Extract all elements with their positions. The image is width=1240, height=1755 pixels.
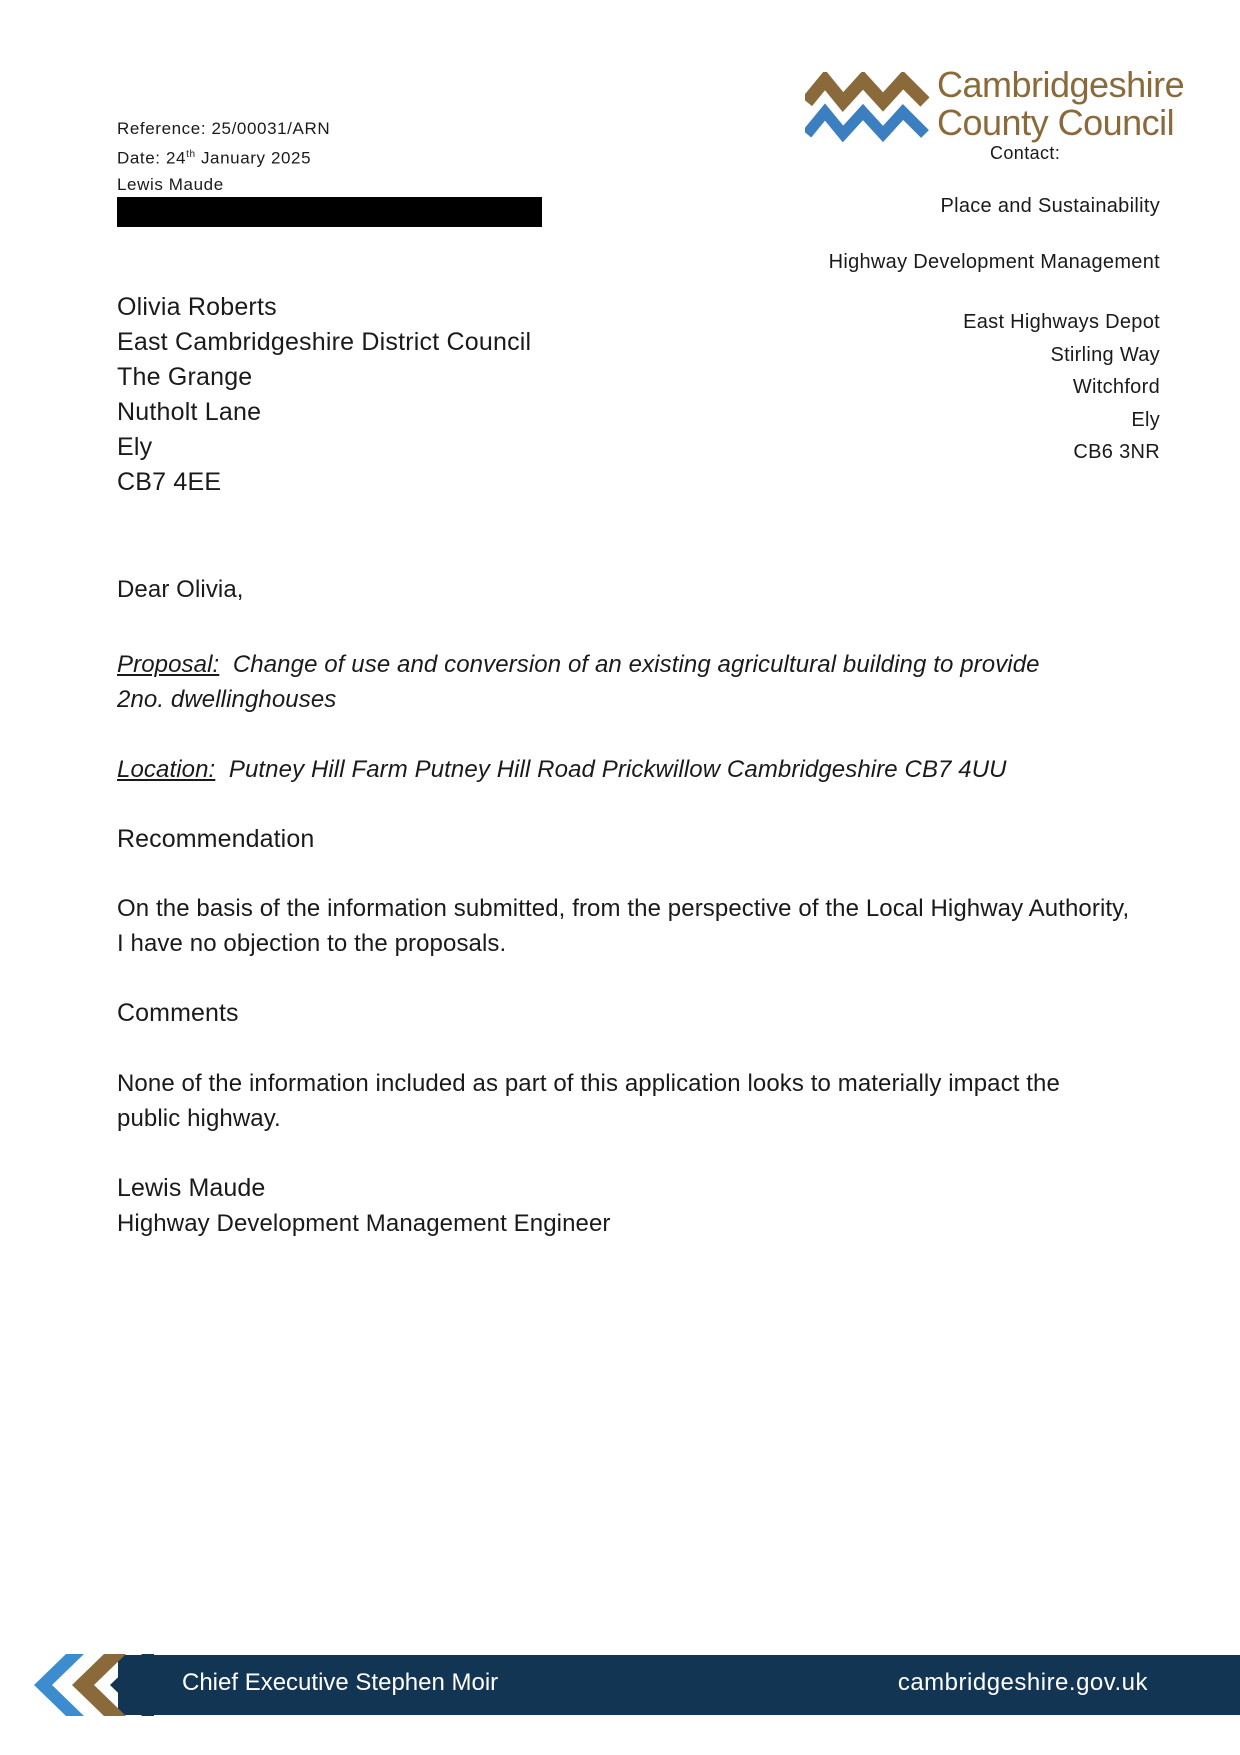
address-line: East Highways Depot	[963, 311, 1160, 333]
reference: Reference: 25/00031/ARN	[117, 119, 331, 138]
contact-address	[963, 306, 1160, 469]
recipient-line: Nutholt Lane	[117, 398, 262, 426]
footer-chief-executive: Chief Executive Stephen Moir	[182, 1669, 499, 1696]
proposal-label: Proposal:	[117, 651, 220, 678]
recipient-line: Ely	[117, 433, 153, 461]
proposal-text-cont: 2no. dwellinghouses	[117, 686, 337, 713]
address-line: CB6 3NR	[1073, 441, 1160, 463]
location	[117, 752, 1007, 787]
recipient-address	[117, 290, 531, 500]
recipient-line: East Cambridgeshire District Council	[117, 328, 532, 356]
address-line: Stirling Way	[1050, 343, 1160, 366]
date: Date: 24th January 2025	[117, 148, 312, 168]
recommendation-heading: Recommendation	[117, 825, 315, 853]
proposal-text: Change of use and conversion of an existing agricultural building to provide	[232, 651, 1040, 678]
contact-label: Contact:	[990, 143, 1061, 163]
footer-website-link[interactable]: cambridgeshire.gov.uk	[897, 1669, 1148, 1696]
chevron-icon	[34, 1652, 154, 1718]
recipient-line: CB7 4EE	[117, 468, 222, 496]
signatory-name: Lewis Maude	[117, 1174, 266, 1202]
letter-meta	[117, 116, 330, 198]
council-logo-text: Cambridgeshire County Council	[937, 64, 1185, 143]
author: Lewis Maude	[117, 174, 224, 194]
recipient-line: Olivia Roberts	[117, 293, 277, 321]
redaction-bar	[117, 197, 542, 227]
department: Place and Sustainability	[940, 195, 1160, 217]
proposal	[117, 647, 1040, 717]
location-label: Location:	[117, 756, 216, 783]
salutation: Dear Olivia,	[117, 576, 244, 603]
recipient-line: The Grange	[117, 363, 253, 391]
signature-block	[117, 1171, 611, 1241]
council-logo-icon	[805, 72, 930, 144]
address-line: Ely	[1131, 408, 1160, 431]
comments-heading: Comments	[117, 999, 239, 1027]
address-line: Witchford	[1072, 376, 1160, 398]
team: Highway Development Management	[828, 251, 1160, 273]
recommendation-text: On the basis of the information submitted, from the perspective of the Local Highway Authority, I have no objection to the proposals.	[117, 895, 1130, 957]
signatory-title: Highway Development Management Engineer	[117, 1210, 611, 1237]
location-text: Putney Hill Farm Putney Hill Road Prickwillow Cambridgeshire CB7 4UU	[228, 756, 1007, 783]
comments-text: None of the information included as part of this application looks to materially impact the public highway.	[117, 1070, 1060, 1132]
